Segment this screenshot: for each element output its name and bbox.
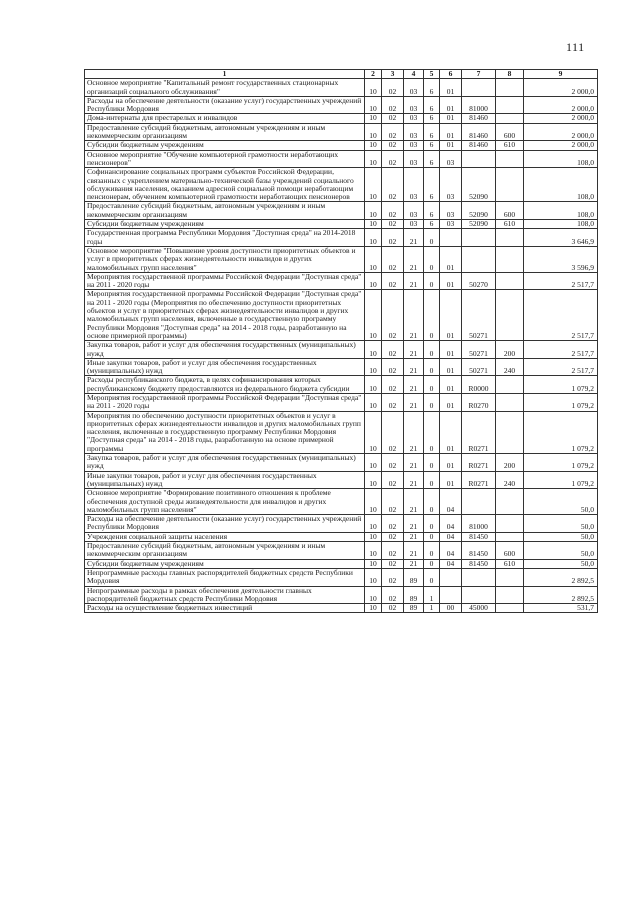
section-code-cell: 10 (365, 559, 382, 568)
subsection-code-cell: 02 (382, 114, 404, 123)
program-code-cell: 03 (404, 168, 424, 202)
column-header-9: 9 (524, 70, 598, 79)
event-code-cell: 03 (440, 202, 462, 220)
event-code-cell: 03 (440, 168, 462, 202)
expense-type-code-cell (496, 515, 524, 533)
item-name-cell: Предоставление субсидий бюджетным, автономным учреждениям и иным некоммерческим организациям (85, 542, 365, 560)
expense-type-code-cell (496, 586, 524, 604)
section-code-cell: 10 (365, 229, 382, 247)
section-code-cell: 10 (365, 272, 382, 290)
item-name-cell: Основное мероприятие "Формирование позитивного отношения к проблеме обеспечения доступной среды жизнедеятельности для инвалидов и других маломобильных групп населения" (85, 489, 365, 515)
program-code-cell: 21 (404, 272, 424, 290)
table-row (85, 114, 598, 123)
program-code-cell: 21 (404, 229, 424, 247)
subprogram-code-cell: 6 (424, 114, 440, 123)
section-code-cell: 10 (365, 489, 382, 515)
section-code-cell: 10 (365, 604, 382, 613)
item-name-cell: Учреждения социальной защиты населения (85, 532, 365, 541)
event-code-cell: 01 (440, 246, 462, 272)
amount-cell: 1 079,2 (524, 454, 598, 472)
expense-type-code-cell (496, 168, 524, 202)
section-code-cell: 10 (365, 515, 382, 533)
item-name-cell: Расходы на обеспечение деятельности (оказание услуг) государственных учреждений Республики Мордовия (85, 96, 365, 114)
table-row (85, 123, 598, 141)
amount-cell: 2 000,0 (524, 114, 598, 123)
direction-code-cell (462, 246, 496, 272)
amount-cell: 108,0 (524, 150, 598, 168)
direction-code-cell: 81450 (462, 542, 496, 560)
expense-type-code-cell (496, 532, 524, 541)
table-row (85, 229, 598, 247)
program-code-cell: 21 (404, 471, 424, 489)
direction-code-cell: 81460 (462, 141, 496, 150)
event-code-cell: 01 (440, 272, 462, 290)
subprogram-code-cell: 0 (424, 454, 440, 472)
item-name-cell: Субсидии бюджетным учреждениям (85, 220, 365, 229)
section-code-cell: 10 (365, 376, 382, 394)
program-code-cell: 21 (404, 515, 424, 533)
direction-code-cell (462, 568, 496, 586)
event-code-cell: 03 (440, 220, 462, 229)
direction-code-cell: R0271 (462, 471, 496, 489)
table-row (85, 542, 598, 560)
subsection-code-cell: 02 (382, 150, 404, 168)
table-row (85, 202, 598, 220)
subsection-code-cell: 02 (382, 272, 404, 290)
subsection-code-cell: 02 (382, 376, 404, 394)
section-code-cell: 10 (365, 168, 382, 202)
table-row (85, 358, 598, 376)
event-code-cell: 01 (440, 114, 462, 123)
event-code-cell: 01 (440, 141, 462, 150)
subprogram-code-cell: 6 (424, 202, 440, 220)
section-code-cell: 10 (365, 532, 382, 541)
subprogram-code-cell: 0 (424, 229, 440, 247)
table-row (85, 489, 598, 515)
event-code-cell: 01 (440, 358, 462, 376)
program-code-cell: 21 (404, 489, 424, 515)
direction-code-cell: 81450 (462, 559, 496, 568)
section-code-cell: 10 (365, 471, 382, 489)
item-name-cell: Мероприятия по обеспечению доступности приоритетных объектов и услуг в приоритетных сферах жизнедеятельности инвалидов и других маломобильных групп населения, включенные в государственную программу Республики Мордовия "Доступная среда" на 2014 - 2018 годы, разработанную на основе примерной программы (85, 411, 365, 453)
amount-cell: 1 079,2 (524, 471, 598, 489)
subsection-code-cell: 02 (382, 515, 404, 533)
amount-cell: 2 000,0 (524, 123, 598, 141)
item-name-cell: Расходы республиканского бюджета, в целях софинансирования которых республиканскому бюджету предоставляются из федерального бюджета субсидии (85, 376, 365, 394)
expense-type-code-cell: 610 (496, 141, 524, 150)
table-row (85, 141, 598, 150)
subprogram-code-cell: 6 (424, 168, 440, 202)
expense-type-code-cell (496, 568, 524, 586)
table-row (85, 96, 598, 114)
section-code-cell: 10 (365, 568, 382, 586)
amount-cell: 1 079,2 (524, 393, 598, 411)
direction-code-cell: 50271 (462, 290, 496, 341)
item-name-cell: Основное мероприятие "Повышение уровня доступности приоритетных объектов и услуг в приоритетных сферах жизнедеятельности инвалидов и других маломобильных групп населения" (85, 246, 365, 272)
subprogram-code-cell: 0 (424, 341, 440, 359)
subsection-code-cell: 02 (382, 96, 404, 114)
direction-code-cell: R0271 (462, 454, 496, 472)
table-row (85, 150, 598, 168)
amount-cell: 108,0 (524, 220, 598, 229)
expense-type-code-cell: 610 (496, 559, 524, 568)
section-code-cell: 10 (365, 393, 382, 411)
program-code-cell: 03 (404, 220, 424, 229)
subsection-code-cell: 02 (382, 393, 404, 411)
table-row (85, 568, 598, 586)
program-code-cell: 03 (404, 96, 424, 114)
section-code-cell: 10 (365, 411, 382, 453)
program-code-cell: 21 (404, 411, 424, 453)
column-header-7: 7 (462, 70, 496, 79)
subprogram-code-cell: 6 (424, 150, 440, 168)
section-code-cell: 10 (365, 79, 382, 97)
subprogram-code-cell: 1 (424, 586, 440, 604)
subsection-code-cell: 02 (382, 246, 404, 272)
direction-code-cell (462, 489, 496, 515)
subprogram-code-cell: 6 (424, 123, 440, 141)
amount-cell: 50,0 (524, 559, 598, 568)
subprogram-code-cell: 6 (424, 96, 440, 114)
expense-type-code-cell (496, 411, 524, 453)
expense-type-code-cell (496, 229, 524, 247)
subsection-code-cell: 02 (382, 341, 404, 359)
amount-cell: 3 596,9 (524, 246, 598, 272)
table-row (85, 376, 598, 394)
column-header-6: 6 (440, 70, 462, 79)
table-row (85, 272, 598, 290)
subsection-code-cell: 02 (382, 471, 404, 489)
event-code-cell: 01 (440, 393, 462, 411)
direction-code-cell: 50271 (462, 341, 496, 359)
table-row (85, 411, 598, 453)
event-code-cell: 01 (440, 454, 462, 472)
direction-code-cell: 81000 (462, 515, 496, 533)
direction-code-cell: 81460 (462, 123, 496, 141)
table-row (85, 604, 598, 613)
table-row (85, 168, 598, 202)
program-code-cell: 89 (404, 604, 424, 613)
table-row (85, 559, 598, 568)
subprogram-code-cell: 6 (424, 220, 440, 229)
section-code-cell: 10 (365, 358, 382, 376)
subprogram-code-cell: 0 (424, 376, 440, 394)
subprogram-code-cell: 6 (424, 141, 440, 150)
subprogram-code-cell: 0 (424, 246, 440, 272)
subprogram-code-cell: 0 (424, 532, 440, 541)
table-row (85, 341, 598, 359)
expense-type-code-cell: 600 (496, 202, 524, 220)
item-name-cell: Иные закупки товаров, работ и услуг для обеспечения государственных (муниципальных) нужд (85, 358, 365, 376)
event-code-cell: 01 (440, 290, 462, 341)
event-code-cell: 04 (440, 532, 462, 541)
subsection-code-cell: 02 (382, 123, 404, 141)
subsection-code-cell: 02 (382, 79, 404, 97)
subsection-code-cell: 02 (382, 229, 404, 247)
event-code-cell: 04 (440, 542, 462, 560)
expense-type-code-cell (496, 376, 524, 394)
program-code-cell: 03 (404, 202, 424, 220)
program-code-cell: 21 (404, 358, 424, 376)
section-code-cell: 10 (365, 96, 382, 114)
item-name-cell: Софинансирование социальных программ субъектов Российской Федерации, связанных с укреплением материально-технической базы учреждений социального обслуживания населения, оказанием адресной социальной помощи неработающим пенсионерам, обучением компьютерной грамотности неработающих пенсионеров (85, 168, 365, 202)
subprogram-code-cell: 0 (424, 393, 440, 411)
program-code-cell: 03 (404, 123, 424, 141)
item-name-cell: Расходы на осуществление бюджетных инвестиций (85, 604, 365, 613)
table-body (85, 79, 598, 613)
expense-type-code-cell (496, 604, 524, 613)
event-code-cell: 01 (440, 123, 462, 141)
item-name-cell: Расходы на обеспечение деятельности (оказание услуг) государственных учреждений Республики Мордовия (85, 515, 365, 533)
subsection-code-cell: 02 (382, 542, 404, 560)
program-code-cell: 21 (404, 341, 424, 359)
program-code-cell: 21 (404, 393, 424, 411)
section-code-cell: 10 (365, 123, 382, 141)
amount-cell: 1 079,2 (524, 376, 598, 394)
amount-cell: 531,7 (524, 604, 598, 613)
amount-cell: 3 646,9 (524, 229, 598, 247)
expense-type-code-cell (496, 393, 524, 411)
item-name-cell: Непрограммные расходы в рамках обеспечения деятельности главных распорядителей бюджетных средств Республики Мордовия (85, 586, 365, 604)
expense-type-code-cell: 600 (496, 542, 524, 560)
subprogram-code-cell: 6 (424, 79, 440, 97)
expense-type-code-cell: 200 (496, 341, 524, 359)
expense-type-code-cell: 240 (496, 358, 524, 376)
expense-type-code-cell: 200 (496, 454, 524, 472)
item-name-cell: Иные закупки товаров, работ и услуг для обеспечения государственных (муниципальных) нужд (85, 471, 365, 489)
amount-cell: 50,0 (524, 515, 598, 533)
subprogram-code-cell: 0 (424, 272, 440, 290)
amount-cell: 2 517,7 (524, 358, 598, 376)
item-name-cell: Мероприятия государственной программы Российской Федерации "Доступная среда" на 2011 - 2020 годы (Мероприятия по обеспечению доступности приоритетных объектов и услуг в приоритетных сферах жизнедеятельности инвалидов и других маломобильных групп населения, включенные в государственную программу Республики Мордовия "Доступная среда" на 2014 - 2018 годы, разработанную на основе примерной программы) (85, 290, 365, 341)
column-header-8: 8 (496, 70, 524, 79)
table-row (85, 246, 598, 272)
amount-cell: 2 517,7 (524, 341, 598, 359)
column-header-4: 4 (404, 70, 424, 79)
subprogram-code-cell: 0 (424, 559, 440, 568)
direction-code-cell: 50270 (462, 272, 496, 290)
expense-type-code-cell: 240 (496, 471, 524, 489)
direction-code-cell: 52090 (462, 220, 496, 229)
amount-cell: 2 000,0 (524, 96, 598, 114)
item-name-cell: Субсидии бюджетным учреждениям (85, 559, 365, 568)
program-code-cell: 21 (404, 454, 424, 472)
subprogram-code-cell: 0 (424, 471, 440, 489)
table-row (85, 471, 598, 489)
section-code-cell: 10 (365, 290, 382, 341)
table-row (85, 586, 598, 604)
subprogram-code-cell: 0 (424, 290, 440, 341)
expense-type-code-cell (496, 272, 524, 290)
event-code-cell: 04 (440, 559, 462, 568)
item-name-cell: Основное мероприятие "Обучение компьютерной грамотности неработающих пенсионеров" (85, 150, 365, 168)
direction-code-cell: R0000 (462, 376, 496, 394)
direction-code-cell: 52090 (462, 202, 496, 220)
subsection-code-cell: 02 (382, 202, 404, 220)
subsection-code-cell: 02 (382, 290, 404, 341)
event-code-cell: 03 (440, 150, 462, 168)
direction-code-cell: R0270 (462, 393, 496, 411)
event-code-cell: 01 (440, 471, 462, 489)
subprogram-code-cell: 0 (424, 358, 440, 376)
table-row (85, 79, 598, 97)
event-code-cell: 01 (440, 411, 462, 453)
section-code-cell: 10 (365, 114, 382, 123)
subsection-code-cell: 02 (382, 220, 404, 229)
item-name-cell: Субсидии бюджетным учреждениям (85, 141, 365, 150)
direction-code-cell: 81450 (462, 532, 496, 541)
direction-code-cell (462, 229, 496, 247)
column-header-5: 5 (424, 70, 440, 79)
expense-type-code-cell (496, 79, 524, 97)
direction-code-cell: 45000 (462, 604, 496, 613)
section-code-cell: 10 (365, 454, 382, 472)
expense-type-code-cell: 600 (496, 123, 524, 141)
header-row (85, 70, 598, 79)
table-header (85, 70, 598, 79)
program-code-cell: 03 (404, 150, 424, 168)
program-code-cell: 21 (404, 376, 424, 394)
subprogram-code-cell: 0 (424, 489, 440, 515)
section-code-cell: 10 (365, 542, 382, 560)
event-code-cell (440, 586, 462, 604)
item-name-cell: Предоставление субсидий бюджетным, автономным учреждениям и иным некоммерческим организациям (85, 123, 365, 141)
subsection-code-cell: 02 (382, 358, 404, 376)
section-code-cell: 10 (365, 220, 382, 229)
table-row (85, 220, 598, 229)
direction-code-cell: 81460 (462, 114, 496, 123)
table-row (85, 393, 598, 411)
event-code-cell: 04 (440, 515, 462, 533)
subsection-code-cell: 02 (382, 568, 404, 586)
subsection-code-cell: 02 (382, 489, 404, 515)
amount-cell: 2 000,0 (524, 141, 598, 150)
direction-code-cell (462, 586, 496, 604)
expense-type-code-cell: 610 (496, 220, 524, 229)
amount-cell: 2 892,5 (524, 568, 598, 586)
item-name-cell: Закупка товаров, работ и услуг для обеспечения государственных (муниципальных) нужд (85, 454, 365, 472)
subsection-code-cell: 02 (382, 586, 404, 604)
section-code-cell: 10 (365, 246, 382, 272)
amount-cell: 2 892,5 (524, 586, 598, 604)
column-header-1: 1 (85, 70, 365, 79)
program-code-cell: 89 (404, 586, 424, 604)
amount-cell: 108,0 (524, 168, 598, 202)
program-code-cell: 03 (404, 141, 424, 150)
event-code-cell: 01 (440, 96, 462, 114)
direction-code-cell: 52090 (462, 168, 496, 202)
table-row (85, 532, 598, 541)
column-header-3: 3 (382, 70, 404, 79)
expense-type-code-cell (496, 114, 524, 123)
subsection-code-cell: 02 (382, 559, 404, 568)
event-code-cell: 04 (440, 489, 462, 515)
subprogram-code-cell: 0 (424, 411, 440, 453)
page-number: 111 (566, 40, 585, 54)
section-code-cell: 10 (365, 141, 382, 150)
item-name-cell: Государственная программа Республики Мордовия "Доступная среда" на 2014-2018 годы (85, 229, 365, 247)
expense-type-code-cell (496, 96, 524, 114)
subsection-code-cell: 02 (382, 532, 404, 541)
program-code-cell: 03 (404, 79, 424, 97)
column-header-2: 2 (365, 70, 382, 79)
program-code-cell: 21 (404, 532, 424, 541)
event-code-cell (440, 568, 462, 586)
event-code-cell: 01 (440, 376, 462, 394)
subsection-code-cell: 02 (382, 411, 404, 453)
amount-cell: 50,0 (524, 532, 598, 541)
subprogram-code-cell: 0 (424, 568, 440, 586)
direction-code-cell (462, 79, 496, 97)
expense-type-code-cell (496, 150, 524, 168)
item-name-cell: Непрограммные расходы главных распорядителей бюджетных средств Республики Мордовия (85, 568, 365, 586)
program-code-cell: 89 (404, 568, 424, 586)
amount-cell: 2 517,7 (524, 272, 598, 290)
subsection-code-cell: 02 (382, 168, 404, 202)
subsection-code-cell: 02 (382, 604, 404, 613)
table-row (85, 290, 598, 341)
event-code-cell: 01 (440, 79, 462, 97)
subsection-code-cell: 02 (382, 454, 404, 472)
section-code-cell: 10 (365, 586, 382, 604)
amount-cell: 50,0 (524, 542, 598, 560)
table-row (85, 454, 598, 472)
amount-cell: 50,0 (524, 489, 598, 515)
amount-cell: 2 000,0 (524, 79, 598, 97)
program-code-cell: 21 (404, 246, 424, 272)
item-name-cell: Основное мероприятие "Капитальный ремонт государственных стационарных организаций социального обслуживания" (85, 79, 365, 97)
direction-code-cell (462, 150, 496, 168)
amount-cell: 108,0 (524, 202, 598, 220)
expense-type-code-cell (496, 290, 524, 341)
event-code-cell: 00 (440, 604, 462, 613)
event-code-cell (440, 229, 462, 247)
section-code-cell: 10 (365, 341, 382, 359)
subprogram-code-cell: 0 (424, 542, 440, 560)
program-code-cell: 21 (404, 542, 424, 560)
item-name-cell: Мероприятия государственной программы Российской Федерации "Доступная среда" на 2011 - 2020 годы (85, 272, 365, 290)
item-name-cell: Дома-интернаты для престарелых и инвалидов (85, 114, 365, 123)
section-code-cell: 10 (365, 202, 382, 220)
section-code-cell: 10 (365, 150, 382, 168)
budget-table (84, 69, 598, 613)
program-code-cell: 03 (404, 114, 424, 123)
expense-type-code-cell (496, 246, 524, 272)
direction-code-cell: 81000 (462, 96, 496, 114)
subprogram-code-cell: 0 (424, 515, 440, 533)
item-name-cell: Мероприятия государственной программы Российской Федерации "Доступная среда" на 2011 - 2020 годы (85, 393, 365, 411)
direction-code-cell: 50271 (462, 358, 496, 376)
direction-code-cell: R0271 (462, 411, 496, 453)
event-code-cell: 01 (440, 341, 462, 359)
program-code-cell: 21 (404, 290, 424, 341)
item-name-cell: Предоставление субсидий бюджетным, автономным учреждениям и иным некоммерческим организациям (85, 202, 365, 220)
expense-type-code-cell (496, 489, 524, 515)
program-code-cell: 21 (404, 559, 424, 568)
amount-cell: 2 517,7 (524, 290, 598, 341)
amount-cell: 1 079,2 (524, 411, 598, 453)
subsection-code-cell: 02 (382, 141, 404, 150)
table-row (85, 515, 598, 533)
subprogram-code-cell: 1 (424, 604, 440, 613)
item-name-cell: Закупка товаров, работ и услуг для обеспечения государственных (муниципальных) нужд (85, 341, 365, 359)
